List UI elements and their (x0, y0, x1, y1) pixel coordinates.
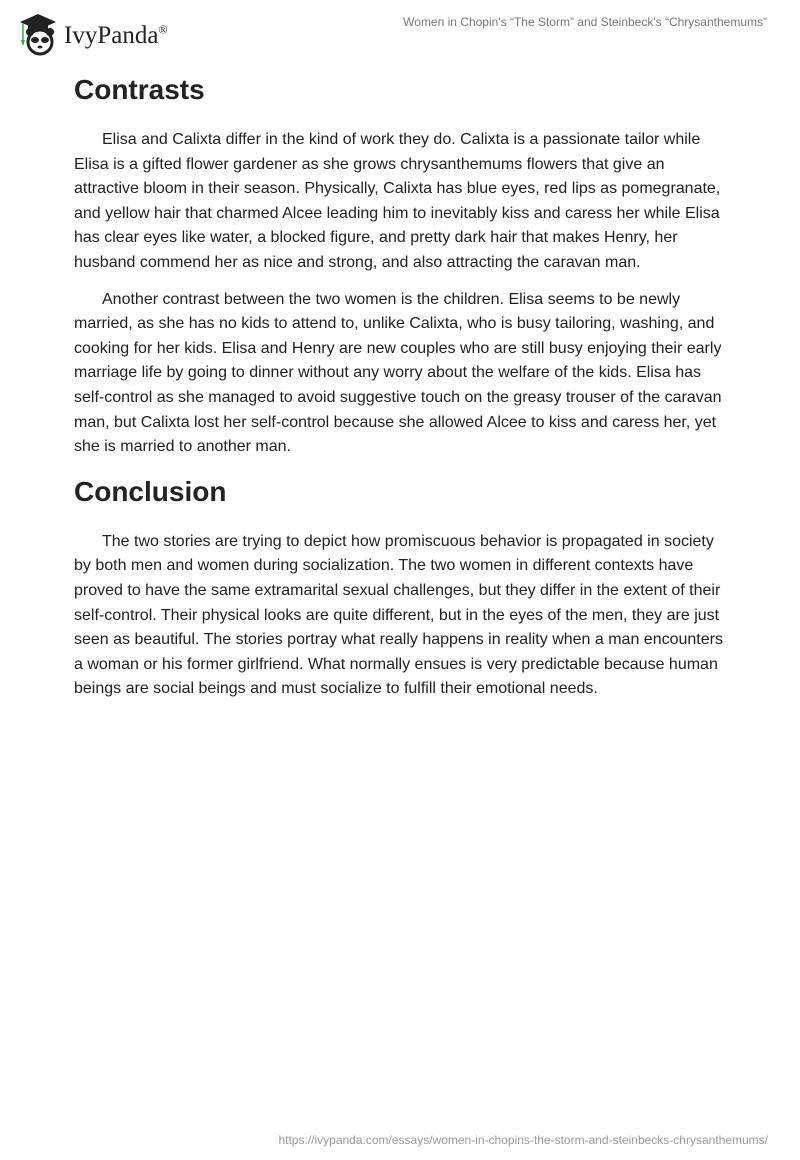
essay-content (74, 72, 728, 714)
running-title: Women in Chopin's “The Storm” and Steinbeck's “Chrysanthemums” (403, 15, 767, 29)
panda-graduate-icon (18, 10, 58, 56)
section-heading-conclusion: Conclusion (74, 475, 227, 507)
source-url[interactable]: https://ivypanda.com/essays/women-in-chopins-the-storm-and-steinbecks-chrysanthemums/ (278, 1133, 768, 1147)
logo-text: IvyPanda® (64, 22, 168, 49)
paragraph: The two stories are trying to depict how promiscuous behavior is propagated in society by both men and women during socialization. The two women in different contexts have proved to have the same extramarital sexual challenges, but they differ in the extent of their self-control. Their physical looks are quite different, but in the eyes of the men, they are just seen as beautiful. The stories portray what really happens in reality when a man encounters a woman or his former girlfriend. What normally ensues is very predictable because human beings are social beings and must socialize to fulfill their emotional needs. (74, 532, 723, 698)
ivypanda-logo[interactable] (18, 10, 168, 56)
paragraph: Elisa and Calixta differ in the kind of work they do. Calixta is a passionate tailor while Elisa is a gifted flower gardener as she grows chrysanthemums flowers that give an attractive bloom in their season. Physically, Calixta has blue eyes, red lips as pomegranate, and yellow hair that charmed Alcee leading him to inevitably kiss and caress her while Elisa has clear eyes like water, a blocked figure, and pretty dark hair that makes Henry, her husband commend her as nice and strong, and also attracting the caravan man. (74, 131, 721, 271)
section-heading-contrasts: Contrasts (74, 74, 205, 105)
paragraph: Another contrast between the two women is the children. Elisa seems to be newly married, as she has no kids to attend to, unlike Calixta, who is busy tailoring, washing, and cooking for her kids. Elisa and Henry are new couples who are still busy enjoying their early marriage life by going to dinner without any worry about the welfare of the kids. Elisa has self-control as she managed to avoid suggestive touch on the greasy trouser of the caravan man, but Calixta lost her self-control because she allowed Alcee to kiss and caress her, yet she is married to another man. (74, 290, 722, 456)
